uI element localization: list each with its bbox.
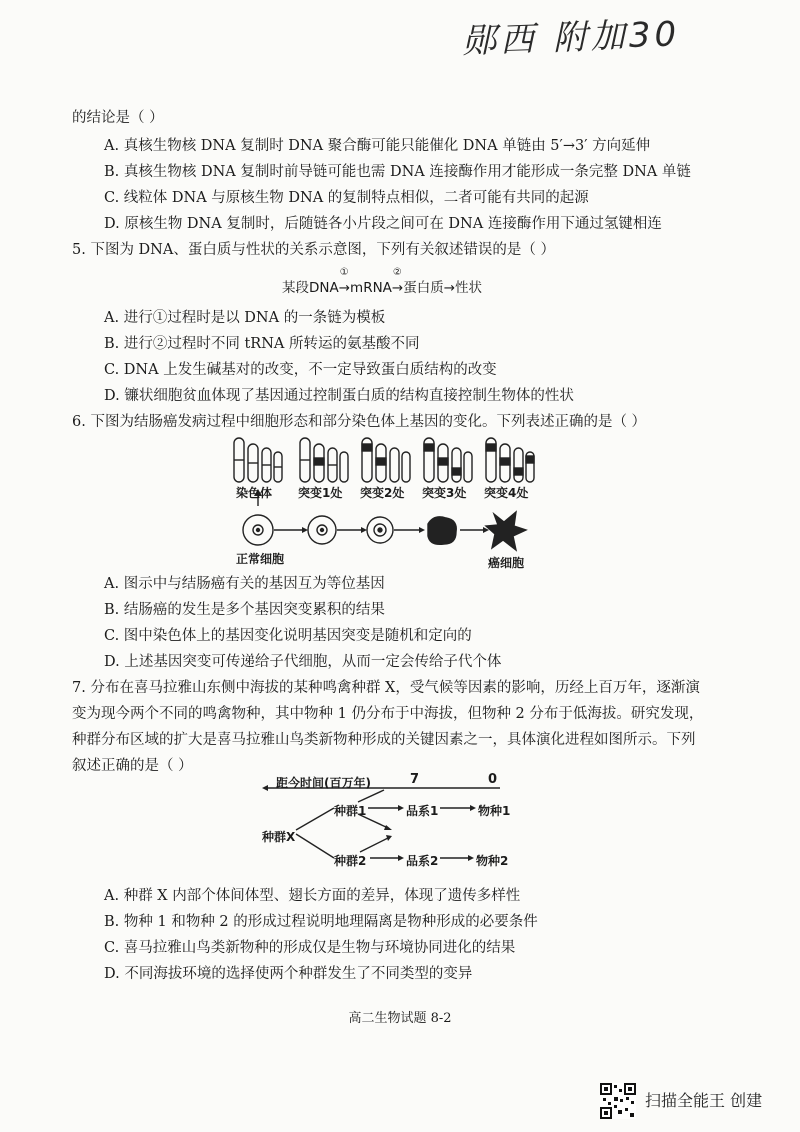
chromosome-group-mutation-4 [486, 438, 534, 482]
q5-arrow-2: ② → [391, 267, 404, 296]
timeline-label: 距今时间(百万年) [276, 776, 371, 790]
chromosome-group-mutation-2 [362, 438, 410, 482]
stage-label-3: 突变3处 [422, 486, 467, 500]
chromosome-group-mutation-1 [300, 438, 348, 482]
normal-cell [243, 515, 273, 545]
chromosome-group-mutation-3 [424, 438, 472, 482]
q7-stem-line-4: 叙述正确的是（ ） [72, 758, 193, 774]
q7-option-a: A. 种群 X 内部个体间体型、翅长方面的差异，体现了遗传多样性 [104, 888, 521, 904]
q5-option-a: A. 进行①过程时是以 DNA 的一条链为模板 [104, 310, 386, 326]
stage-label-2: 突变2处 [360, 486, 405, 500]
cell-stage-3 [367, 517, 393, 543]
cancer-cell [486, 512, 526, 550]
cell-stage-2 [308, 516, 336, 544]
q6-option-a: A. 图示中与结肠癌有关的基因互为等位基因 [104, 576, 385, 592]
q5-option-c: C. DNA 上发生碱基对的改变，不一定导致蛋白质结构的改变 [104, 362, 497, 378]
q7-option-d: D. 不同海拔环境的选择使两个种群发生了不同类型的变异 [104, 966, 473, 982]
q6-option-d: D. 上述基因突变可传递给子代细胞，从而一定会传给子代个体 [104, 654, 502, 670]
q5-stem: 5. 下图为 DNA、蛋白质与性状的关系示意图，下列有关叙述错误的是（ ） [72, 242, 555, 258]
q7-option-c: C. 喜马拉雅山鸟类新物种的形成仅是生物与环境协同进化的结果 [104, 940, 516, 956]
strain-1-label: 品系1 [406, 804, 439, 818]
population-2-label: 种群2 [334, 854, 367, 868]
q5-arrow-1: ① → [338, 267, 351, 296]
timeline-tick-7: 7 [410, 772, 420, 787]
q7-stem-line-2: 变为现今两个不同的鸣禽物种，其中物种 1 仍分布于中海拔，但物种 2 分布于低海拔。研究发现， [72, 706, 704, 722]
q4-option-d: D. 原核生物 DNA 复制时，后随链各小片段之间可在 DNA 连接酶作用下通过氢键相连 [104, 216, 662, 232]
cancer-cell-label: 癌细胞 [488, 556, 525, 570]
population-x-label: 种群X [262, 830, 296, 844]
scanner-watermark: 扫描全能王 创建 [645, 1091, 763, 1110]
timeline-tick-0: 0 [488, 772, 498, 787]
stage-label-1: 突变1处 [298, 486, 343, 500]
species-1-label: 物种1 [478, 804, 511, 818]
handwritten-note: 郧西 附加30 [461, 14, 681, 62]
page-footer: 高二生物试题 8-2 [348, 1011, 452, 1026]
q5-step2-label: ② [392, 267, 402, 278]
q4-option-c: C. 线粒体 DNA 与原核生物 DNA 的复制特点相似，二者可能有共同的起源 [104, 190, 589, 206]
q4-option-b: B. 真核生物核 DNA 复制时前导链可能也需 DNA 连接酶作用才能形成一条完整 DNA 单链 [104, 164, 691, 180]
q6-option-c: C. 图中染色体上的基因变化说明基因突变是随机和定向的 [104, 628, 472, 644]
q5-step1-label: ① [339, 267, 349, 278]
speciation-figure [0, 778, 800, 888]
q5-diagram [282, 267, 483, 296]
q4-lead: 的结论是（ ） [72, 110, 164, 126]
q7-stem-line-3: 种群分布区域的扩大是喜马拉雅山鸟类新物种形成的关键因素之一，具体演化进程如图所示。下列 [72, 732, 696, 748]
qr-code-icon [600, 1083, 636, 1119]
q7-option-b: B. 物种 1 和物种 2 的形成过程说明地理隔离是物种形成的必要条件 [104, 914, 538, 930]
q5-diagram-middle: mRNA [350, 280, 392, 296]
q5-option-b: B. 进行②过程时不同 tRNA 所转运的氨基酸不同 [104, 336, 420, 352]
q5-diagram-start: 某段DNA [282, 280, 339, 296]
q7-stem-line-1: 7. 分布在喜马拉雅山东侧中海拔的某种鸣禽种群 X，受气候等因素的影响，历经上百万年，逐渐演 [72, 680, 700, 696]
population-1-label: 种群1 [334, 804, 367, 818]
chromosome-group-normal [234, 438, 282, 482]
q5-option-d: D. 镰状细胞贫血体现了基因通过控制蛋白质的结构直接控制生物体的性状 [104, 388, 574, 404]
chromosome-figure [0, 430, 800, 580]
species-2-label: 物种2 [476, 854, 509, 868]
cell-stage-4 [428, 517, 456, 544]
q6-stem: 6. 下图为结肠癌发病过程中细胞形态和部分染色体上基因的变化。下列表述正确的是（ ） [72, 414, 647, 430]
strain-2-label: 品系2 [406, 854, 439, 868]
q6-option-b: B. 结肠癌的发生是多个基因突变累积的结果 [104, 602, 385, 618]
stage-label-4: 突变4处 [484, 486, 529, 500]
chromosome-label: 染色体 [236, 486, 273, 500]
normal-cell-label: 正常细胞 [236, 552, 285, 566]
q4-option-a: A. 真核生物核 DNA 复制时 DNA 聚合酶可能只能催化 DNA 单链由 5′→3′ 方向延伸 [104, 138, 651, 154]
q5-diagram-end: 蛋白质→性状 [403, 280, 483, 296]
